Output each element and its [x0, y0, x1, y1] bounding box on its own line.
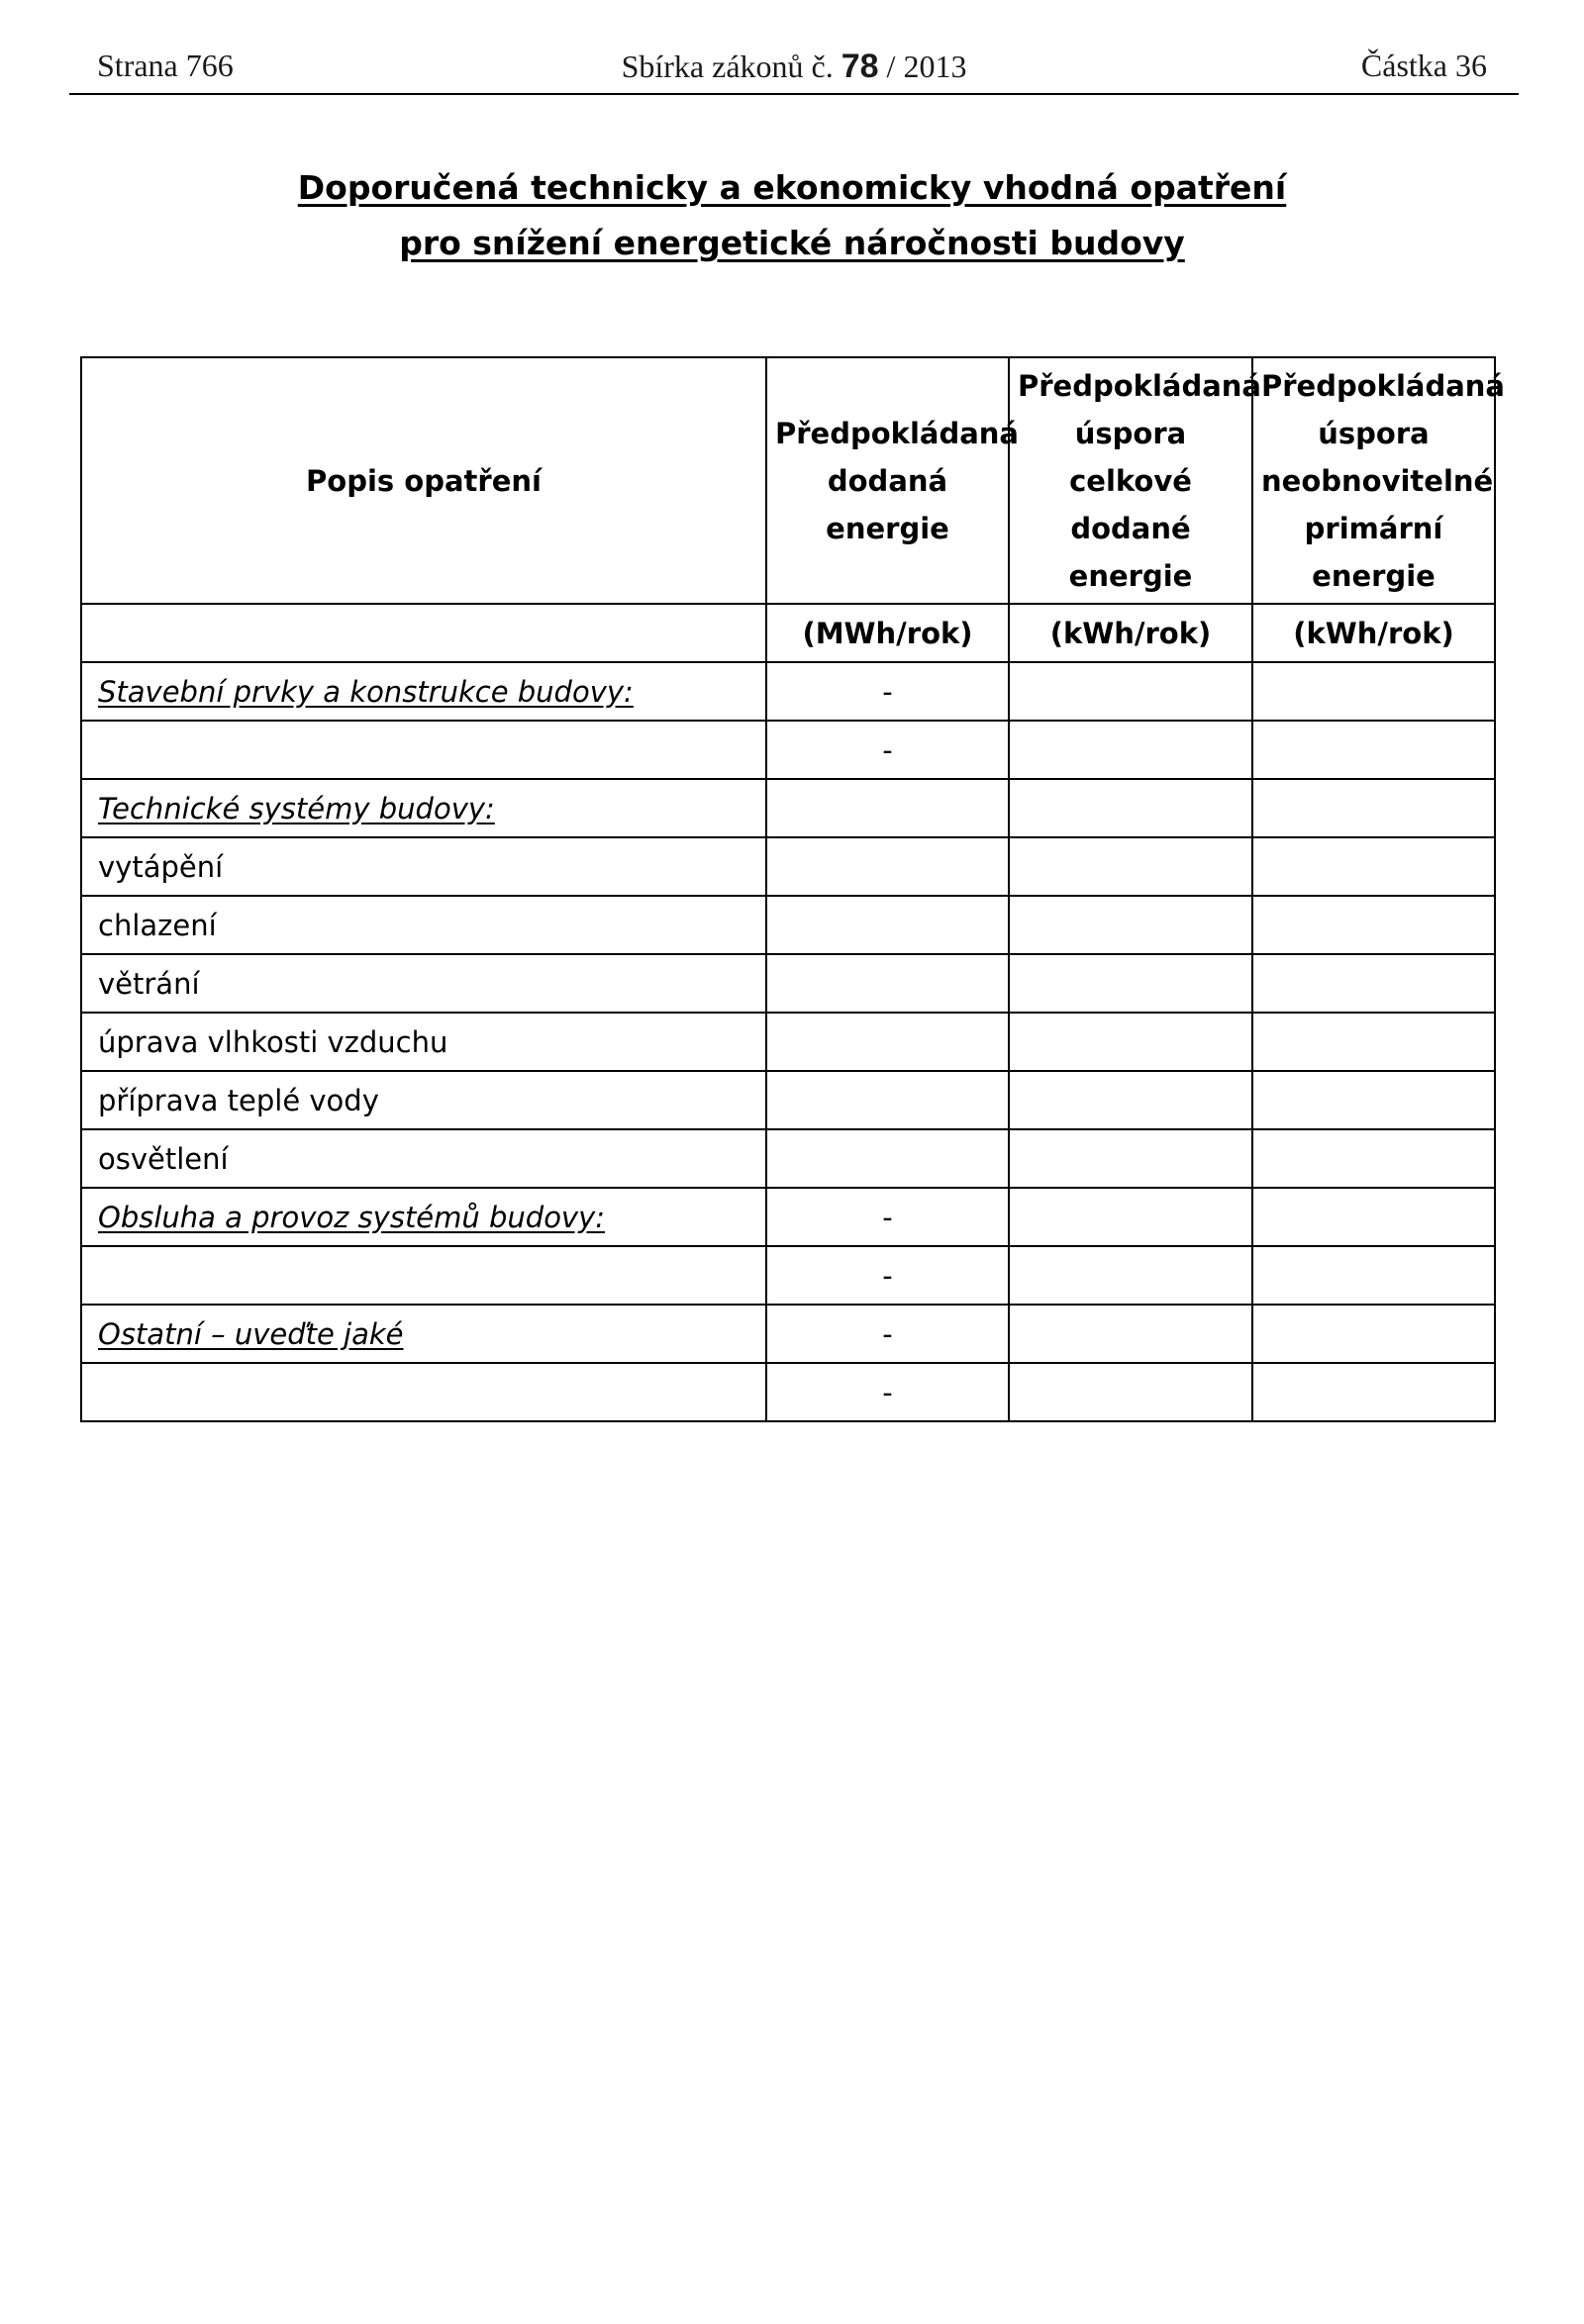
section-heading: Obsluha a provoz systémů budovy: [98, 1200, 606, 1234]
collection-number: 78 [841, 48, 879, 85]
delivered-energy-cell: - [766, 721, 1009, 779]
measure-description-cell [81, 662, 766, 721]
total-savings-cell [1009, 1305, 1252, 1363]
header-delivered-energy: Předpokládaná dodaná energie [766, 357, 1009, 604]
measure-description-cell [81, 1188, 766, 1246]
total-savings-cell [1009, 779, 1252, 837]
primary-savings-cell [1252, 954, 1495, 1013]
measure-description-cell [81, 1071, 766, 1129]
delivered-energy-cell: - [766, 1188, 1009, 1246]
delivered-energy-cell [766, 837, 1009, 896]
total-savings-cell [1009, 1129, 1252, 1188]
measure-description-cell [81, 779, 766, 837]
measure-description-cell [81, 954, 766, 1013]
table-row [81, 954, 1495, 1013]
delivered-energy-cell: - [766, 662, 1009, 721]
delivered-energy-cell [766, 779, 1009, 837]
total-savings-cell [1009, 1188, 1252, 1246]
table-row [81, 1013, 1495, 1071]
header-primary-savings: Předpokládaná úspora neobnovitelné primární energie [1252, 357, 1495, 604]
primary-savings-cell [1252, 1013, 1495, 1071]
measure-description-cell [81, 1246, 766, 1305]
total-savings-cell [1009, 1013, 1252, 1071]
measure-description-cell [81, 837, 766, 896]
table-row [81, 662, 1495, 721]
document-title [0, 160, 1584, 271]
primary-savings-cell [1252, 1363, 1495, 1421]
table-row [81, 1071, 1495, 1129]
delivered-energy-cell: - [766, 1246, 1009, 1305]
page-number: Strana 766 [97, 48, 234, 83]
table-row [81, 1246, 1495, 1305]
total-savings-cell [1009, 954, 1252, 1013]
table-row [81, 1363, 1495, 1421]
measure-label: úprava vlhkosti vzduchu [98, 1024, 448, 1059]
total-savings-cell [1009, 1363, 1252, 1421]
total-savings-cell [1009, 721, 1252, 779]
header-row [81, 357, 1495, 604]
measure-description-cell [81, 1305, 766, 1363]
measure-description-cell [81, 1013, 766, 1071]
delivered-energy-cell [766, 896, 1009, 954]
delivered-energy-cell [766, 1071, 1009, 1129]
delivered-energy-cell [766, 1013, 1009, 1071]
collection-year: / 2013 [886, 48, 967, 84]
collection-reference [69, 48, 1519, 86]
table-row [81, 837, 1495, 896]
primary-savings-cell [1252, 721, 1495, 779]
measure-label: vytápění [98, 849, 224, 884]
table-row [81, 896, 1495, 954]
primary-savings-cell [1252, 1246, 1495, 1305]
title-line-1: Doporučená technicky a ekonomicky vhodná opatření [297, 168, 1287, 207]
unit-primary-savings: (kWh/rok) [1252, 604, 1495, 662]
measure-label: osvětlení [98, 1141, 229, 1176]
total-savings-cell [1009, 662, 1252, 721]
measure-description-cell [81, 721, 766, 779]
delivered-energy-cell: - [766, 1305, 1009, 1363]
primary-savings-cell [1252, 662, 1495, 721]
primary-savings-cell [1252, 779, 1495, 837]
delivered-energy-cell [766, 1129, 1009, 1188]
primary-savings-cell [1252, 837, 1495, 896]
section-heading: Ostatní – uveďte jaké [98, 1316, 404, 1351]
primary-savings-cell [1252, 1188, 1495, 1246]
table-row [81, 1305, 1495, 1363]
table-row [81, 1188, 1495, 1246]
measure-label: chlazení [98, 908, 217, 942]
unit-delivered-energy: (MWh/rok) [766, 604, 1009, 662]
section-heading: Technické systémy budovy: [98, 791, 495, 825]
total-savings-cell [1009, 896, 1252, 954]
measure-description-cell [81, 1363, 766, 1421]
total-savings-cell [1009, 1246, 1252, 1305]
measure-description-cell [81, 1129, 766, 1188]
units-row [81, 604, 1495, 662]
page-header [69, 38, 1519, 95]
total-savings-cell [1009, 837, 1252, 896]
delivered-energy-cell [766, 954, 1009, 1013]
unit-description [81, 604, 766, 662]
section-heading: Stavební prvky a konstrukce budovy: [98, 674, 634, 709]
measure-description-cell [81, 896, 766, 954]
measure-label: příprava teplé vody [98, 1083, 379, 1117]
title-line-2: pro snížení energetické náročnosti budovy [399, 224, 1185, 262]
primary-savings-cell [1252, 1129, 1495, 1188]
delivered-energy-cell: - [766, 1363, 1009, 1421]
part-number: Částka 36 [1360, 48, 1487, 83]
table-row [81, 779, 1495, 837]
measure-label: větrání [98, 966, 200, 1001]
header-total-savings: Předpokládaná úspora celkové dodané energie [1009, 357, 1252, 604]
collection-prefix: Sbírka zákonů č. [621, 48, 834, 84]
primary-savings-cell [1252, 1305, 1495, 1363]
unit-total-savings: (kWh/rok) [1009, 604, 1252, 662]
measures-table [80, 356, 1506, 1422]
table-row [81, 721, 1495, 779]
primary-savings-cell [1252, 896, 1495, 954]
table-row [81, 1129, 1495, 1188]
header-description: Popis opatření [81, 357, 766, 604]
total-savings-cell [1009, 1071, 1252, 1129]
primary-savings-cell [1252, 1071, 1495, 1129]
